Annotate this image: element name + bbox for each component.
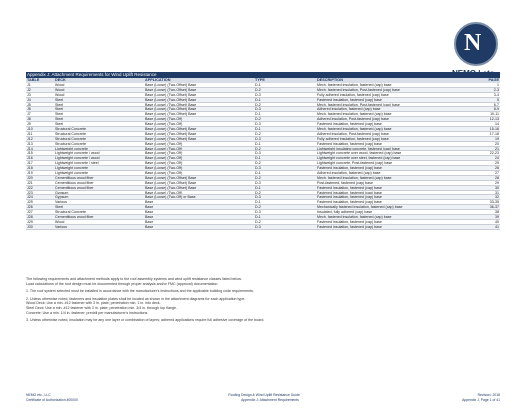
cell-table: J23 xyxy=(27,190,33,195)
cell-deck: Gypsum xyxy=(55,190,69,195)
cell-table: J18 xyxy=(27,166,33,171)
cell-type: D-2 xyxy=(255,102,261,107)
cell-application: Base (Loose) (Two-Off) xyxy=(145,122,183,127)
cell-page: 30 xyxy=(495,185,499,190)
cell-description: Fastened insulation, fastened (cap) base xyxy=(317,224,382,229)
cell-description: Mech. fastened insulation, Post-fastened (cap) base xyxy=(317,87,400,92)
cell-deck: Steel xyxy=(55,112,64,117)
cell-deck: Steel xyxy=(55,122,64,127)
cell-page: 12-13 xyxy=(489,117,499,122)
cell-page: 17-18 xyxy=(489,131,499,136)
cell-page: 22-23 xyxy=(489,151,499,156)
cell-deck: Wood xyxy=(55,92,65,97)
cell-table: J22 xyxy=(27,185,33,190)
footer-revision: Revision: 2018 xyxy=(477,393,500,397)
cell-deck: Steel xyxy=(55,117,64,122)
cell-table: J2 xyxy=(27,87,31,92)
cell-description: Lightweight insulating concrete, fastened (cap) base xyxy=(317,146,400,151)
cell-type: D-2 xyxy=(255,175,261,180)
cell-description: Fastened insulation, fastened (cap) base xyxy=(317,219,382,224)
cell-page: 39 xyxy=(495,215,499,219)
cell-application: Base (Loose) (Two-Offset) Base xyxy=(145,127,197,131)
note-line: Load calculations of the roof design must be documented through proper analysis and/or FMC (approval) documentation. xyxy=(26,281,219,286)
cell-page: 41 xyxy=(495,224,499,229)
cell-type: D-2 xyxy=(255,161,261,166)
cell-table: J8 xyxy=(27,117,31,122)
cell-table: J3 xyxy=(27,92,31,97)
cell-description: Fastened insulation, fastened (cap) base xyxy=(317,190,382,195)
cell-application: Base (Loose) (Two-Off) xyxy=(145,156,183,161)
cell-application: Base (Loose) (Two-Offset) Base xyxy=(145,83,197,87)
cell-page: 29 xyxy=(495,180,499,185)
cell-application: Base (Loose) (Two-Offset) Base xyxy=(145,136,197,141)
note-line: 3. Unless otherwise noted, insulation may be any one layer or combination of layers; adhered applications require full adhesive coverage of the board. xyxy=(26,318,265,323)
cell-table: J16 xyxy=(27,156,33,161)
cell-table: J27 xyxy=(27,210,33,215)
cell-type: D-3 xyxy=(255,136,261,141)
cell-deck: Steel xyxy=(55,102,64,107)
cell-deck: Wood xyxy=(55,83,65,87)
cell-description: Post-fastened, fastened (cap) base xyxy=(317,180,373,185)
cell-description: Fastened insulation, fastened (cap) base xyxy=(317,195,382,200)
cell-type: D-2 xyxy=(255,190,261,195)
header-application: APPLICATION xyxy=(145,78,171,82)
cell-type: D-3 xyxy=(255,166,261,171)
requirements-table xyxy=(26,78,500,230)
cell-page: 6-7 xyxy=(493,102,499,107)
cell-application: Base (Loose) (Two-Offset) Base xyxy=(145,97,197,102)
cell-description: Fastened insulation, fastened (cap) base xyxy=(317,185,382,190)
cell-page: 21 xyxy=(495,146,499,151)
cell-deck: Structural Concrete xyxy=(55,136,86,141)
cell-application: Base (Loose) (Two-Offset) Base xyxy=(145,180,197,185)
cell-page: 28 xyxy=(495,175,499,180)
cell-description: Fully adhered insulation, fastened (cap) base xyxy=(317,92,389,97)
cell-description: Mechanically fastened insulation, fastened (cap) base xyxy=(317,205,403,210)
cell-type: D-1 xyxy=(255,97,261,102)
cell-table: J9 xyxy=(27,122,31,127)
cell-page: 15-16 xyxy=(489,127,499,131)
cell-page: 38 xyxy=(495,210,499,215)
cell-application: Base (Loose) (Two-Off) xyxy=(145,151,183,156)
cell-type: D-3 xyxy=(255,195,261,200)
cell-page: 19 xyxy=(495,136,499,141)
cell-page: 24 xyxy=(495,156,499,161)
cell-description: Mech. fastened insulation, fastened (cap) base xyxy=(317,215,392,219)
cell-deck: Cementitious wood fiber xyxy=(55,185,94,190)
cell-application: Base xyxy=(145,219,154,224)
cell-type: D-1 xyxy=(255,112,261,117)
cell-application: Base (Loose) (Two-Offset) Base xyxy=(145,102,197,107)
cell-page: 8-9 xyxy=(493,107,499,112)
cell-deck: Wood xyxy=(55,87,65,92)
cell-deck: Structural Concrete xyxy=(55,210,86,215)
cell-description: Adhered insulation, fastened (cap) base xyxy=(317,171,381,175)
cell-deck: Cementitious wood fiber xyxy=(55,180,94,185)
cell-deck: Various xyxy=(55,224,67,229)
header-deck: DECK xyxy=(55,78,66,82)
cell-description: Mech. fastened insulation, fastened (cap) base xyxy=(317,83,392,87)
cell-page: 1 xyxy=(497,83,499,87)
cell-application: Base xyxy=(145,215,154,219)
cell-table: J15 xyxy=(27,151,33,156)
cell-table: J7 xyxy=(27,112,31,117)
cell-type: D-1 xyxy=(255,83,261,87)
cell-deck: Lightweight concrete / wood xyxy=(55,156,100,161)
cell-table: J5 xyxy=(27,102,31,107)
cell-type: D-1 xyxy=(255,127,261,131)
cell-application: Base (Loose) (Two-Offset) Base xyxy=(145,107,197,112)
note-line: The following requirements and attachment methods apply to the roof assembly systems and wind uplift resistance classes listed below. xyxy=(26,277,242,281)
cell-deck: Steel xyxy=(55,205,64,210)
cell-description: Mech. fastened insulation, fastened (cap) base xyxy=(317,127,392,131)
cell-description: Mech. fastened insulation, fastened (cap) base xyxy=(317,112,392,117)
cell-page: 31 xyxy=(495,190,499,195)
cell-deck: Lightweight concrete xyxy=(55,146,88,151)
cell-page: 25 xyxy=(495,161,499,166)
cell-deck: Lightweight concrete / wood xyxy=(55,151,100,156)
cell-table: J20 xyxy=(27,175,33,180)
cell-application: Base (Loose) (Two-Offset) Base xyxy=(145,175,197,180)
cell-type: D-3 xyxy=(255,180,261,185)
cell-description: Fastened insulation, fastened (cap) base xyxy=(317,141,382,146)
cell-application: Base (Loose) (Two-Off) or Base xyxy=(145,195,196,200)
cell-type: D-1 xyxy=(255,156,261,161)
cell-description: Mech. fastened insulation, Post-fastened (cap) base xyxy=(317,102,400,107)
cell-table: J11 xyxy=(27,131,33,136)
cell-description: Lightweight concrete over wood, fastened (cap) base xyxy=(317,151,402,156)
cell-page: 10-11 xyxy=(490,112,499,117)
footer-company: NEMO etc., LLC xyxy=(26,393,51,397)
table-row xyxy=(26,225,500,230)
document-title: Appendix J: Attachment Requirements for Wind Uplift Resistance xyxy=(27,72,157,77)
table-body xyxy=(26,83,500,230)
cell-table: J26 xyxy=(27,205,33,210)
cell-type: D-1 xyxy=(255,141,261,146)
cell-table: J30 xyxy=(27,224,33,229)
cell-page: 14 xyxy=(495,122,499,127)
cell-type: D-1 xyxy=(255,171,261,175)
cell-description: Fastened insulation, fastened (cap) base xyxy=(317,97,382,102)
cell-application: Base (Loose) (Two-Offset) Base xyxy=(145,92,197,97)
cell-type: D-2 xyxy=(255,219,261,224)
header-type: TYPE xyxy=(255,78,265,82)
cell-type: D-3 xyxy=(255,224,261,229)
cell-table: J25 xyxy=(27,200,33,205)
cell-application: Base xyxy=(145,210,154,215)
cell-table: J1 xyxy=(27,83,31,87)
footer-guide-title: Roofing Design & Wind Uplift Resistance Guide xyxy=(228,393,300,397)
cell-application: Base xyxy=(145,205,154,210)
note-line: Concrete: Use a min. 1/4 in. fastener; predrill per manufacturer's instructions. xyxy=(26,310,149,315)
cell-application: Base (Loose) (Two-Offset) Base xyxy=(145,131,197,136)
cell-description: Insulated, fully adhered (cap) base xyxy=(317,210,373,215)
cell-description: Mech. fastened insulation, fastened (cap) base xyxy=(317,175,392,180)
cell-application: Base (Loose) (Two-Off) xyxy=(145,117,183,122)
cell-type: D-2 xyxy=(255,117,261,122)
header-description: DESCRIPTION xyxy=(317,78,343,82)
cell-application: Base (Loose) (Two-Off) xyxy=(145,166,183,171)
header-table: TABLE xyxy=(27,78,40,82)
cell-deck: Lightweight concrete xyxy=(55,171,88,175)
cell-application: Base xyxy=(145,200,154,205)
cell-description: Adhered insulation, Post-fastened (cap) base xyxy=(317,117,389,122)
cell-page: 36-37 xyxy=(489,205,499,210)
cell-table: J17 xyxy=(27,161,33,166)
cell-deck: Cementitious wood fiber xyxy=(55,215,94,219)
footer-page-number: Appendix J, Page 1 of 41 xyxy=(462,397,500,402)
cell-application: Base xyxy=(145,224,154,229)
note-line: Steel Deck: Use a min. #12 fastener with 3 in. plate; penetration min. 3/4 in. through top flange. xyxy=(26,305,178,310)
cell-type: D-3 xyxy=(255,92,261,97)
cell-deck: Lightweight concrete / steel xyxy=(55,161,99,166)
cell-table: J21 xyxy=(27,180,33,185)
cell-application: Base (Loose) (Two-Offset) Base xyxy=(145,87,197,92)
cell-application: Base (Loose) (Two-Off) xyxy=(145,146,183,151)
cell-type: D-2 xyxy=(255,87,261,92)
cell-deck: Steel xyxy=(55,107,64,112)
cell-deck: Structural Concrete xyxy=(55,131,86,136)
cell-type: D-3 xyxy=(255,210,261,215)
cell-description: Fully adhered insulation, fastened (cap) base xyxy=(317,136,389,141)
note-line: 1. The roof system selected must be installed in accordance with the manufacturer's instructions and the applicable building code requirements. xyxy=(26,289,254,294)
footer-appendix-title: Appendix J: Attachment Requirements xyxy=(241,397,299,402)
cell-type: D-3 xyxy=(255,122,261,127)
cell-deck: Wood xyxy=(55,219,65,224)
cell-deck: Structural Concrete xyxy=(55,141,86,146)
cell-type: D-3 xyxy=(255,151,261,156)
cell-deck: Gypsum xyxy=(55,195,69,200)
cell-table: J28 xyxy=(27,215,33,219)
cell-type: D-1 xyxy=(255,215,261,219)
cell-description: Fastened insulation, fastened (cap) base xyxy=(317,122,382,127)
cell-application: Base (Loose) (Two-Off) xyxy=(145,161,183,166)
cell-description: Adhered insulation, fastened (cap) base xyxy=(317,107,381,112)
cell-application: Base (Loose) (Two-Offset) Base xyxy=(145,185,197,190)
cell-page: 27 xyxy=(495,171,499,175)
header-page: PAGE xyxy=(488,78,499,82)
cell-table: J4 xyxy=(27,97,31,102)
note-line: Wood Deck: Use a min. #12 fastener with 3 in. plate; penetration min. 1 in. into deck. xyxy=(26,301,161,306)
cell-application: Base (Loose) (Two-Off) xyxy=(145,190,183,195)
cell-table: J10 xyxy=(27,127,33,131)
cell-deck: Lightweight concrete xyxy=(55,166,88,171)
cell-page: 40 xyxy=(495,219,499,224)
cell-deck: Cementitious wood fiber xyxy=(55,175,94,180)
cell-application: Base (Loose) (Two-Offset) Base xyxy=(145,112,197,117)
cell-page: 32 xyxy=(495,195,499,200)
cell-page: 26 xyxy=(495,166,499,171)
cell-deck: Structural Concrete xyxy=(55,127,86,131)
footer-certificate: Certificate of Authorization #00000 xyxy=(26,397,78,402)
cell-type: D-2 xyxy=(255,146,261,151)
cell-type: D-1 xyxy=(255,200,261,205)
cell-type: D-2 xyxy=(255,205,261,210)
page-footer xyxy=(26,393,500,402)
cell-description: Fastened insulation, fastened (cap) base xyxy=(317,200,382,205)
cell-description: Adhered insulation, Post-fastened (cap) base xyxy=(317,131,389,136)
cell-type: D-2 xyxy=(255,131,261,136)
cell-deck: Various xyxy=(55,200,67,205)
cell-page: 5 xyxy=(497,97,499,102)
cell-description: Lightweight concrete, Post-fastened (cap) base xyxy=(317,161,393,166)
cell-type: D-3 xyxy=(255,107,261,112)
cell-table: J13 xyxy=(27,141,33,146)
note-line: 2. Unless otherwise noted, fasteners and insulation plates shall be located as shown in the attachment diagrams for each application type. xyxy=(26,296,246,301)
cell-description: Fastened insulation, fastened (cap) base xyxy=(317,166,382,171)
cell-application: Base (Loose) (Two-Off) xyxy=(145,171,183,175)
cell-table: J19 xyxy=(27,171,33,175)
cell-page: 2-3 xyxy=(493,87,499,92)
logo-letter: N xyxy=(464,30,482,56)
cell-application: Base (Loose) (Two-Off) xyxy=(145,141,183,146)
cell-table: J12 xyxy=(27,136,33,141)
cell-type: D-1 xyxy=(255,185,261,190)
cell-table: J29 xyxy=(27,219,33,224)
cell-deck: Steel xyxy=(55,97,64,102)
cell-table: J24 xyxy=(27,195,33,200)
cell-table: J6 xyxy=(27,107,31,112)
cell-page: 20 xyxy=(495,141,499,146)
cell-page: 3-4 xyxy=(493,92,499,97)
notes-section xyxy=(26,277,500,323)
cell-description: Lightweight concrete over steel, fastened (cap) base xyxy=(317,156,401,161)
cell-page: 33-35 xyxy=(489,200,499,205)
cell-table: J14 xyxy=(27,146,33,151)
